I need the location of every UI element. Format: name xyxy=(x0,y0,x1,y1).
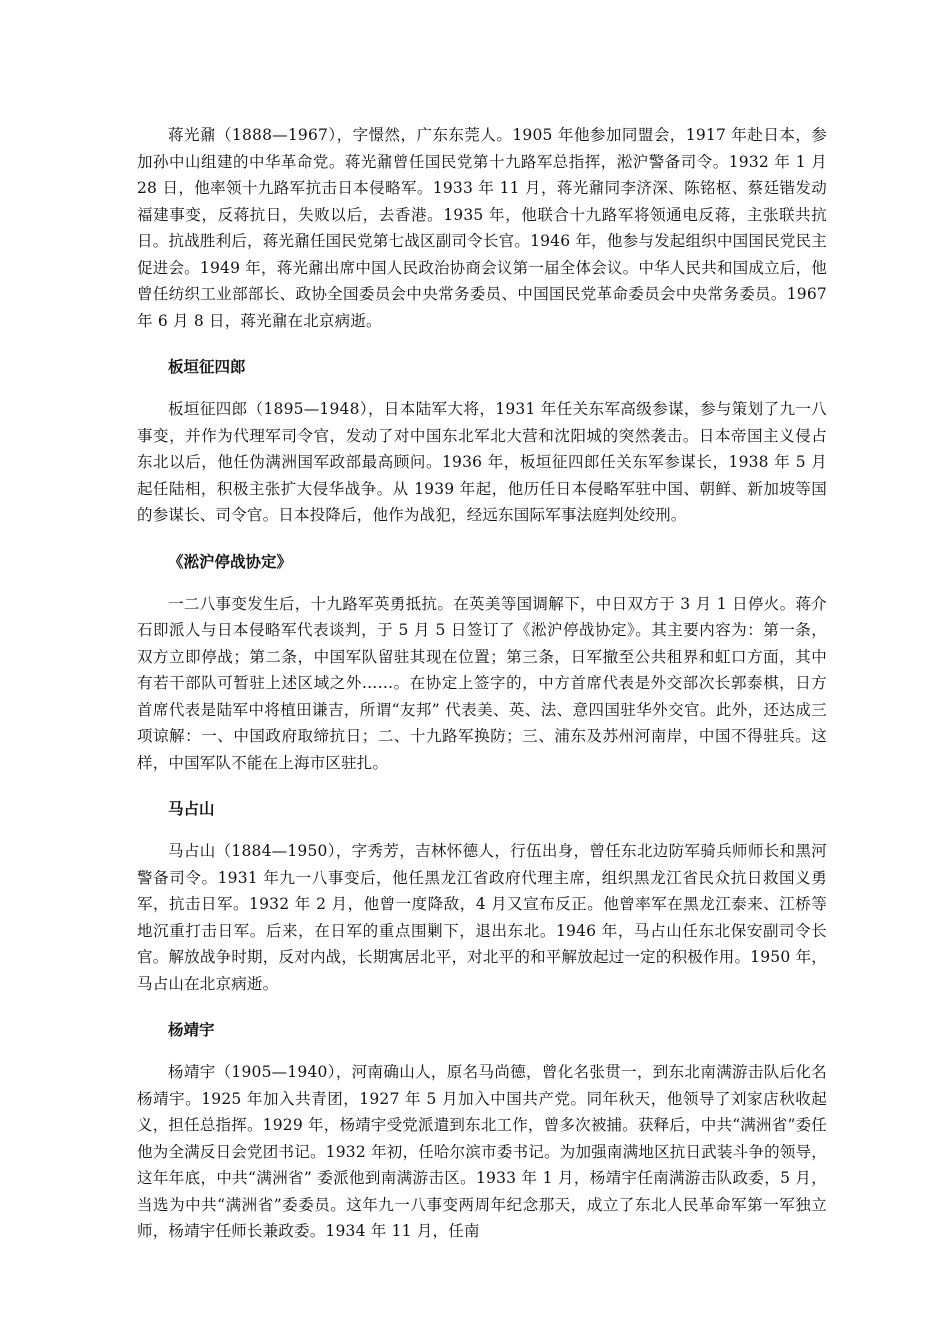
paragraph-itagaki: 板垣征四郎（1895—1948），日本陆军大将，1931 年任关东军高级参谋，参与策划了九一八事变，并作为代理军司令官，发动了对中国东北军北大营和沈阳城的突然袭击。日本帝国主义侵占东北以后，他任伪满洲国军政部最高顾问。1936 年，板垣征四郎任关东军参谋长，1938 年 5 月起任陆相，积极主张扩大侵华战争。从 1939 年起，他历任日本侵略军驻中国、朝鲜、新加坡等国的参谋长、司令官。日本投降后，他作为战犯，经远东国际军事法庭判处绞刑。 xyxy=(137,400,827,524)
section-ma-zhanshan xyxy=(137,798,827,997)
section-songhu-agreement xyxy=(137,551,827,777)
section-itagaki xyxy=(137,356,827,529)
heading-songhu-agreement: 《淞沪停战协定》 xyxy=(168,552,293,571)
paragraph-jiang-guangnai: 蒋光鼐（1888—1967），字憬然，广东东莞人。1905 年他参加同盟会，1917 年赴日本，参加孙中山组建的中华革命党。蒋光鼐曾任国民党第十九路军总指挥，淞沪警备司令。1932 年 1 月 28 日，他率领十九路军抗击日本侵略军。1933 年 11 月，蒋光鼐同李济深、陈铭枢、蔡廷锴发动福建事变，反蒋抗日，失败以后，去香港。1935 年，他联合十九路军将领通电反蒋，主张联共抗日。抗战胜利后，蒋光鼐任国民党第七战区副司令长官。1946 年，他参与发起组织中国国民党民主促进会。1949 年，蒋光鼐出席中国人民政治协商会议第一届全体会议。中华人民共和国成立后，他曾任纺织工业部部长、政协全国委员会中央常务委员、中国国民党革命委员会中央常务委员。1967 年 6 月 8 日，蒋光鼐在北京病逝。 xyxy=(137,126,827,330)
paragraph-songhu-agreement: 一二八事变发生后，十九路军英勇抵抗。在英美等国调解下，中日双方于 3 月 1 日停火。蒋介石即派人与日本侵略军代表谈判，于 5 月 5 日签订了《淞沪停战协定》。其主要内容为：第一条，双方立即停战；第二条，中国军队留驻其现在位置；第三条，日军撤至公共租界和虹口方面，其中有若干部队可暂驻上述区域之外……。在协定上签字的，中方首席代表是外交部次长郭泰棋，日方首席代表是陆军中将植田谦吉，所谓“友邦” 代表美、英、法、意四国驻华外交官。此外，还达成三项谅解：一、中国政府取缔抗日；二、十九路军换防；三、浦东及苏州河南岸，中国不得驻兵。这样，中国军队不能在上海市区驻扎。 xyxy=(137,594,827,772)
section-yang-jingyu xyxy=(137,1019,827,1245)
heading-ma-zhanshan: 马占山 xyxy=(168,800,215,818)
paragraph-yang-jingyu: 杨靖宇（1905—1940），河南确山人，原名马尚德，曾化名张贯一，到东北南满游击队后化名杨靖宇。1925 年加入共青团，1927 年 5 月加入中国共产党。同年秋天，他领导了刘家店秋收起义，担任总指挥。1929 年，杨靖宇受党派遣到东北工作，曾多次被捕。获释后，中共“满洲省”委任他为全满反日会党团书记。1932 年初，任哈尔滨市委书记。为加强南满地区抗日武装斗争的领导，这年年底，中共“满洲省” 委派他到南满游击区。1933 年 1 月，杨靖宇任南满游击队政委，5 月，当选为中共“满洲省”委委员。这年九一八事变两周年纪念那天，成立了东北人民革命军第一军独立师，杨靖宇任师长兼政委。1934 年 11 月，任南 xyxy=(137,1063,827,1240)
section-jiang-guangnai xyxy=(137,122,827,334)
document-body xyxy=(137,122,827,1245)
heading-itagaki: 板垣征四郎 xyxy=(168,358,246,376)
heading-yang-jingyu: 杨靖宇 xyxy=(168,1021,215,1039)
paragraph-ma-zhanshan: 马占山（1884—1950），字秀芳，吉林怀德人，行伍出身，曾任东北边防军骑兵师师长和黑河警备司令。1931 年九一八事变后，他任黑龙江省政府代理主席，组织黑龙江省民众抗日救国义勇军，抗击日军。1932 年 2 月，他曾一度降敌，4 月又宣布反正。他曾率军在黑龙江泰来、江桥等地沉重打击日军。后来，在日军的重点围剿下，退出东北。1946 年，马占山任东北保安副司令长官。解放战争时期，反对内战，长期寓居北平，对北平的和平解放起过一定的积极作用。1950 年，马占山在北京病逝。 xyxy=(137,842,827,993)
